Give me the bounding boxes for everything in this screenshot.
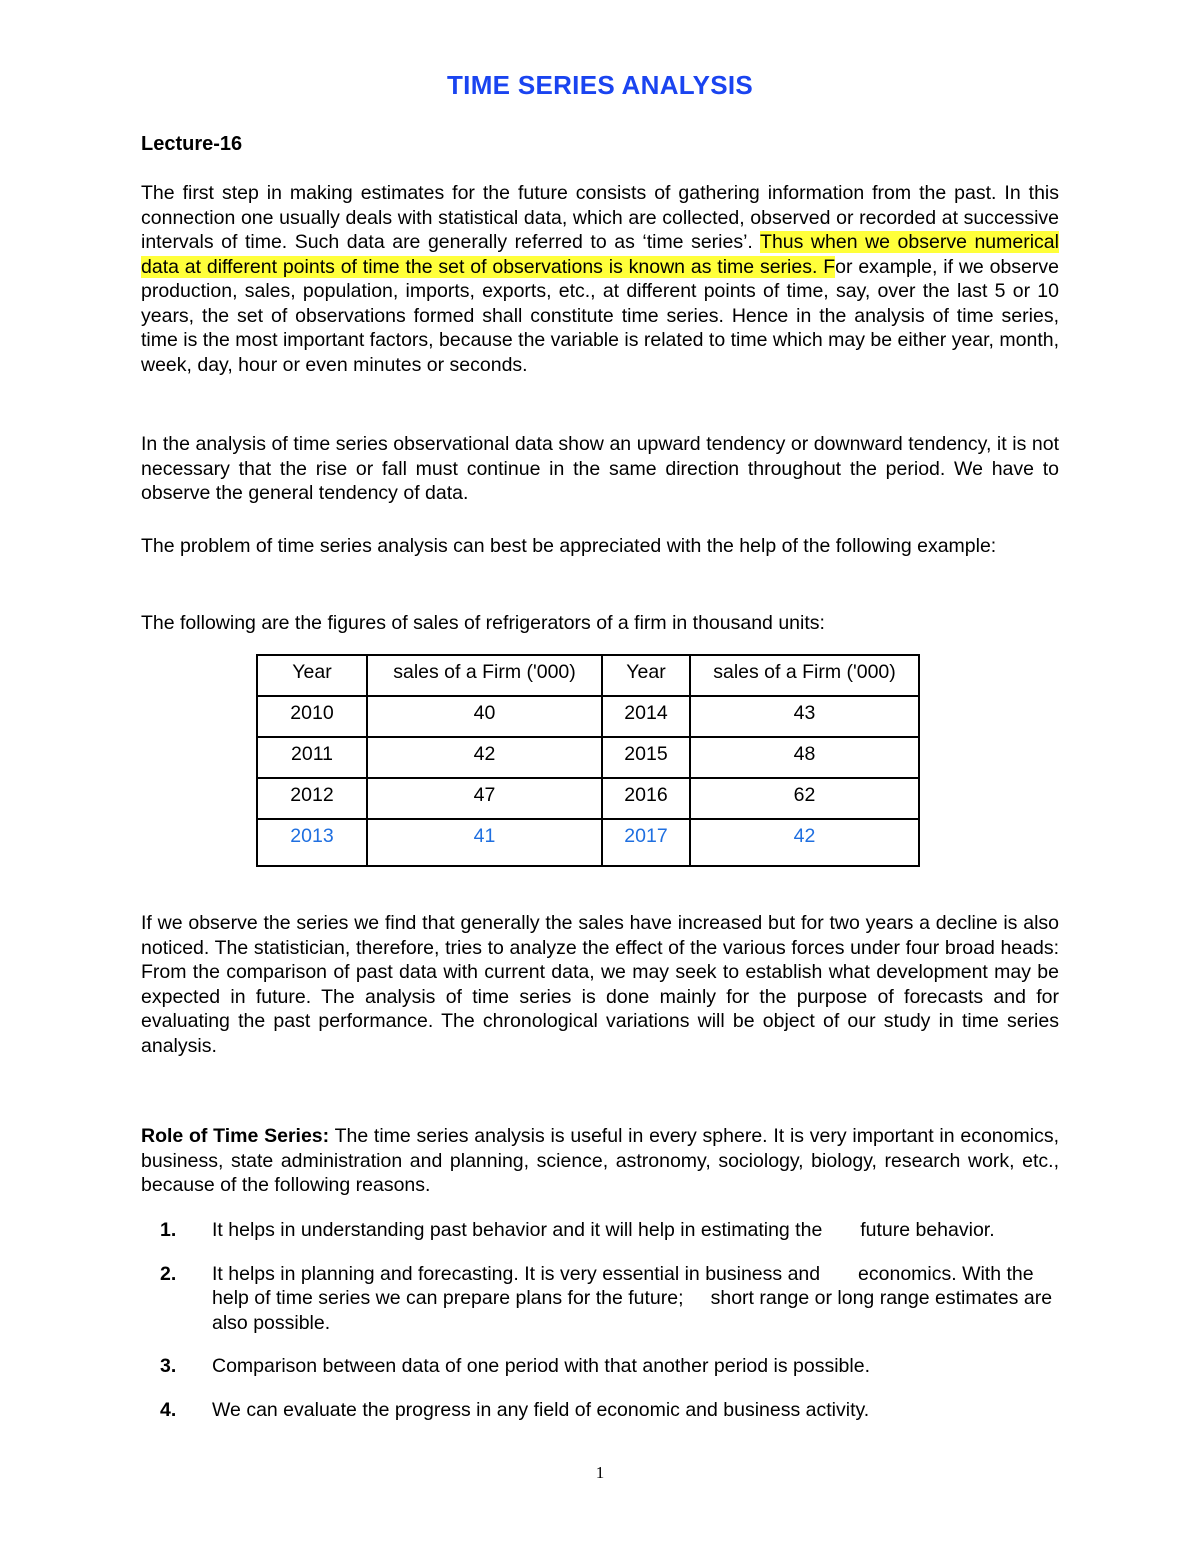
- table-cell: 43: [690, 696, 919, 737]
- table-row: [257, 737, 919, 778]
- table-cell: 42: [367, 737, 602, 778]
- intro-text: The first step in making estimates for the future consists of gathering information from the past. In this connection one usually deals with statistical data, which are collected, observed or recorded at successive intervals of time. Such data are generally referred to as ‘time series’.: [141, 182, 1059, 253]
- list-item: [141, 1354, 1059, 1379]
- observation-paragraph: If we observe the series we find that generally the sales have increased but for two years a decline is also noticed. The statistician, therefore, tries to analyze the effect of the various forces under four broad heads: From the comparison of past data with current data, we may seek to establish what development may be expected in future. The analysis of time series is done mainly for the purpose of forecasts and for evaluating the past performance. The chronological variations will be object of our study in time series analysis.: [141, 912, 1059, 1057]
- table-row: [257, 696, 919, 737]
- reasons-list: [141, 1218, 1059, 1441]
- role-paragraph: [141, 1124, 1059, 1198]
- table-header-cell: sales of a Firm ('000): [690, 655, 919, 696]
- role-text: The time series analysis is useful in every sphere. It is very important in economics, business, state administration and planning, science, astronomy, sociology, biology, research work, etc., because of the following reasons.: [141, 1125, 1059, 1196]
- list-number: 4.: [160, 1398, 177, 1421]
- highlighted-definition: Thus when we observe numerical data at different points of time the set of observations is known as time series. F: [141, 231, 1059, 278]
- table-header-row: [257, 655, 919, 696]
- table-cell: 2012: [257, 778, 367, 819]
- intro-paragraph: [141, 181, 1059, 377]
- table-cell: 2011: [257, 737, 367, 778]
- list-item: [141, 1262, 1059, 1336]
- list-number: 1.: [160, 1219, 177, 1241]
- list-item: [141, 1398, 1059, 1423]
- table-header-cell: sales of a Firm ('000): [367, 655, 602, 696]
- page-number: 1: [595, 1463, 605, 1482]
- list-item-text: It helps in understanding past behavior and it will help in estimating the future behavior.: [212, 1219, 995, 1241]
- table-cell: 62: [690, 778, 919, 819]
- list-number: 3.: [160, 1355, 177, 1377]
- table-cell: 2015: [602, 737, 690, 778]
- problem-paragraph: The problem of time series analysis can best be appreciated with the help of the following example:: [141, 535, 997, 557]
- table-cell: 2013: [257, 819, 367, 866]
- table-header-cell: Year: [602, 655, 690, 696]
- table-intro-paragraph: The following are the figures of sales of refrigerators of a firm in thousand units:: [141, 612, 825, 634]
- list-item-text: We can evaluate the progress in any field of economic and business activity.: [212, 1398, 870, 1421]
- list-number: 2.: [160, 1262, 177, 1285]
- table-cell: 48: [690, 737, 919, 778]
- list-item: [141, 1218, 1059, 1243]
- table-cell: 41: [367, 819, 602, 866]
- table-cell: 2014: [602, 696, 690, 737]
- table-cell: 2016: [602, 778, 690, 819]
- table-cell: 47: [367, 778, 602, 819]
- lecture-label: Lecture-16: [141, 133, 243, 155]
- table-cell: 2017: [602, 819, 690, 866]
- intro-text-continued: or example, if we observe production, sales, population, imports, exports, etc., at different points of time, say, over the last 5 or 10 years, the set of observations formed shall constitute time series. Hence in the analysis of time series, time is the most important factors, because the variable is related to time which may be either year, month, week, day, hour or even minutes or seconds.: [141, 255, 1060, 376]
- sales-table: [256, 654, 920, 867]
- list-item-text: Comparison between data of one period with that another period is possible.: [212, 1355, 870, 1377]
- role-heading: Role of Time Series:: [141, 1125, 330, 1147]
- document-title: TIME SERIES ANALYSIS: [446, 70, 754, 100]
- table-header-cell: Year: [257, 655, 367, 696]
- table-cell: 2010: [257, 696, 367, 737]
- table-row: [257, 778, 919, 819]
- table-row: [257, 819, 919, 866]
- list-item-text: It helps in planning and forecasting. It is very essential in business and economics. With the help of time series we can prepare plans for the future; short range or long range estimates are also possible.: [212, 1262, 1058, 1334]
- tendency-paragraph: In the analysis of time series observational data show an upward tendency or downward tendency, it is not necessary that the rise or fall must continue in the same direction throughout the period. We have to observe the general tendency of data.: [141, 433, 1059, 504]
- table-cell: 42: [690, 819, 919, 866]
- table-cell: 40: [367, 696, 602, 737]
